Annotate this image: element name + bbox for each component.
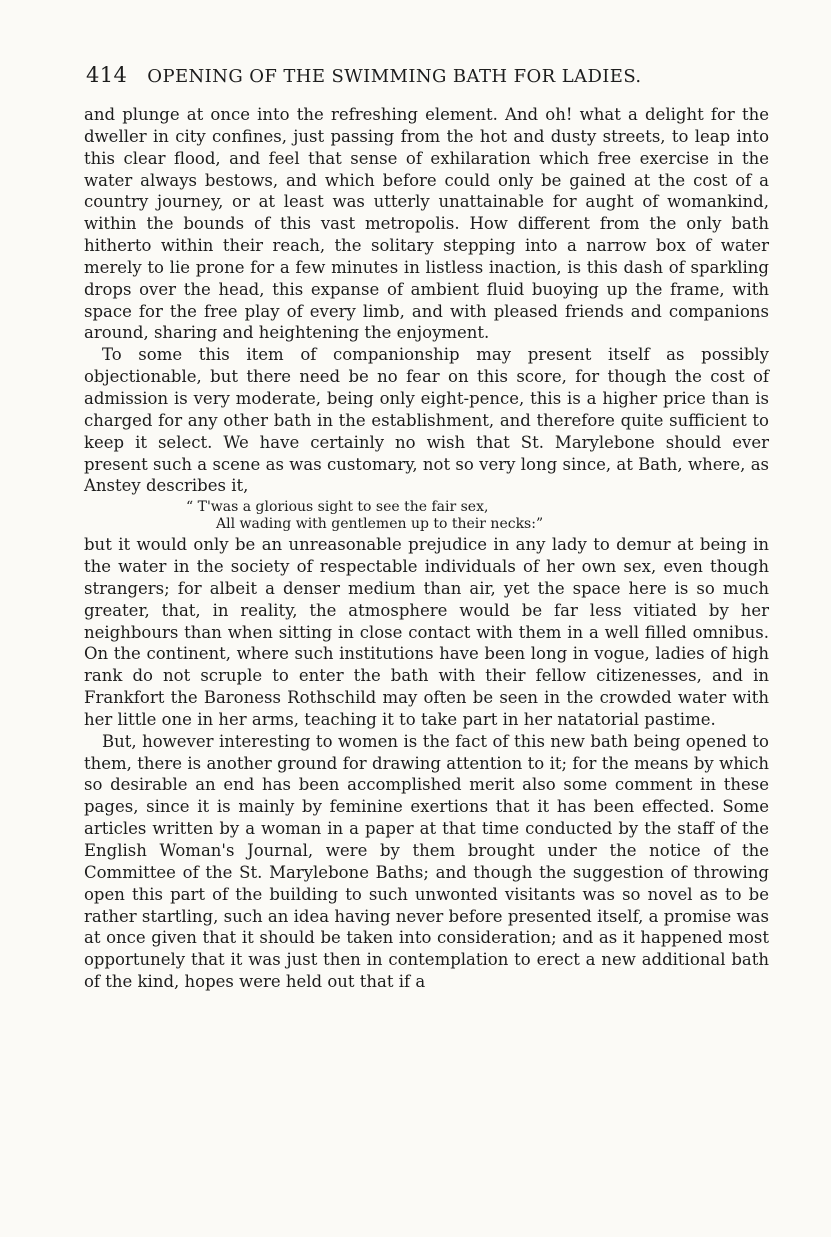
quote-line-2: All wading with gentlemen up to their necks:”	[216, 515, 544, 532]
running-title: OPENING OF THE SWIMMING BATH FOR LADIES.	[147, 66, 642, 87]
quote-line-1: “ T'was a glorious sight to see the fair sex,	[186, 499, 489, 516]
paragraph-3: but it would only be an unreasonable prejudice in any lady to demur at being in the water in the society of respectable individuals of her own sex, even though strangers; for albeit a denser medium than air, yet the space here is so much greater, that, in reality, the atmosphere would be far less vitiated by her neighbours than when sitting in close contact with them in a well filled omnibus. On the continent, where such institutions have been long in vogue, ladies of high rank do not scruple to enter the bath with their fellow citizenesses, and in Frankfort the Baroness Rothschild may often be seen in the crowded water with her little one in her arms, teaching it to take part in her natatorial pastime.	[84, 535, 769, 729]
verse-quotation	[84, 499, 769, 532]
paragraph-4: But, however interesting to women is the fact of this new bath being opened to them, there is another ground for drawing attention to it; for the means by which so desirable an end has been accomplished merit also some comment in these pages, since it is mainly by feminine exertions that it has been effected. Some articles written by a woman in a paper at that time conducted by the staff of the English Woman's Journal, were by them brought under the notice of the Committee of the St. Marylebone Baths; and though the suggestion of throwing open this part of the building to such unwonted visitants was so novel as to be rather startling, such an idea having never before presented itself, a promise was at once given that it should be taken into consideration; and as it happened most opportunely that it was just then in contemplation to erect a new additional bath of the kind, hopes were held out that if a	[84, 731, 769, 992]
running-header	[86, 62, 776, 88]
page-body	[84, 104, 769, 993]
paragraph-2: To some this item of companionship may present itself as possibly objectionable, but there need be no fear on this score, for though the cost of admission is very moderate, being only eight-pence, this is a higher price than is charged for any other bath in the establishment, and therefore quite sufficient to keep it select. We have certainly no wish that St. Marylebone should ever present such a scene as was customary, not so very long since, at Bath, where, as Anstey describes it,	[84, 345, 769, 496]
paragraph-1: and plunge at once into the refreshing element. And oh! what a delight for the dweller in city confines, just passing from the hot and dusty streets, to leap into this clear flood, and feel that sense of exhilaration which free exercise in the water always bestows, and which before could only be gained at the cost of a country journey, or at least was utterly unattainable for aught of womankind, within the bounds of this vast metropolis. How different from the only bath hitherto within their reach, the solitary stepping into a narrow box of water merely to lie prone for a few minutes in listless inaction, is this dash of sparkling drops over the head, this expanse of ambient fluid buoying up the frame, with space for the free play of every limb, and with pleased friends and companions around, sharing and heightening the enjoyment.	[84, 105, 769, 343]
page-number: 414	[86, 63, 128, 87]
